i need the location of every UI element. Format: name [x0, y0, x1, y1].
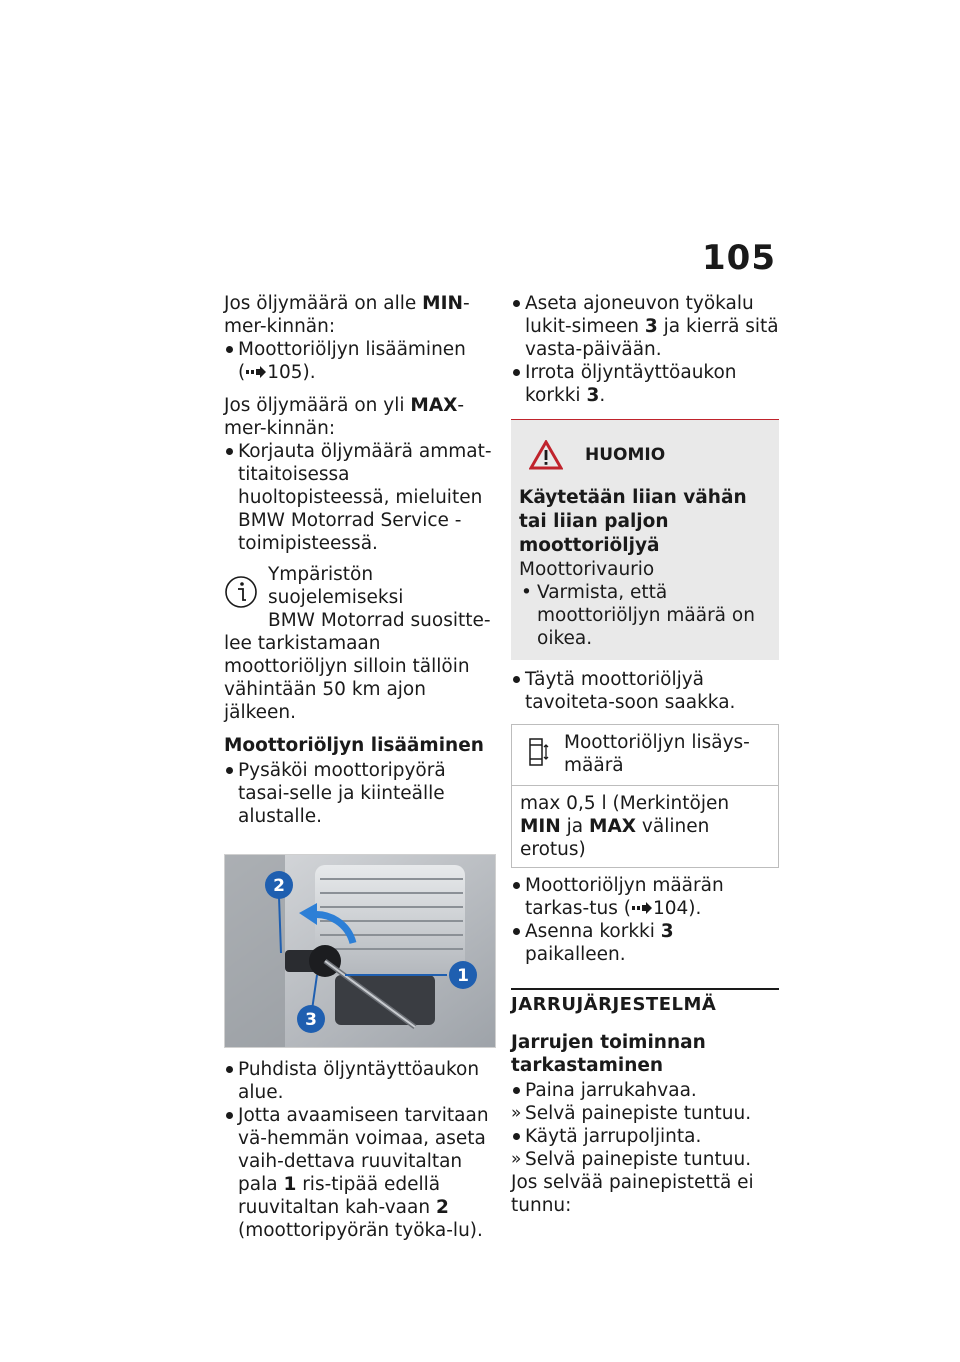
list-item: Moottoriöljyn määrän tarkas-tus ( 104). — [511, 874, 779, 920]
info-icon — [224, 575, 258, 609]
list-item: Korjauta öljymäärä ammat-titaitoisessa huoltopisteessä, mieluiten BMW Motorrad Service -toimipisteessä. — [224, 440, 494, 555]
list-item: Aseta ajoneuvon työkalu lukit-simeen 3 ja kierrä sitä vasta-päivään. — [511, 292, 779, 361]
warning-title: Käytetään liian vähän tai liian paljon moottoriöljyä — [519, 487, 747, 556]
warning-text: Moottorivaurio — [519, 559, 655, 580]
list-item: Moottoriöljyn lisääminen ( 105). — [224, 338, 494, 384]
spec-title: Moottoriöljyn lisäys-määrä — [564, 732, 750, 776]
engine-illustration — [225, 855, 495, 1047]
warning-label: HUOMIO — [585, 445, 666, 465]
subheading-brake-check: Jarrujen toiminnan tarkastaminen — [511, 1032, 706, 1076]
warning-header — [529, 440, 771, 470]
oil-gauge-icon — [528, 737, 550, 767]
paragraph-min: Jos öljymäärä on alle MIN-mer-kinnän: — [224, 293, 470, 337]
figure-label-2: 2 — [273, 876, 285, 896]
list-item: Asenna korkki 3 paikalleen. — [511, 920, 779, 966]
list-item: Käytä jarrupoljinta. — [511, 1125, 779, 1148]
list-item: Paina jarrukahvaa. — [511, 1079, 779, 1102]
page-number: 105 — [702, 238, 776, 278]
right-column — [511, 292, 779, 1223]
result-item: » Selvä painepiste tuntuu. — [511, 1102, 779, 1125]
page-reference-icon — [631, 901, 653, 915]
warning-box — [511, 419, 779, 660]
paragraph-max: Jos öljymäärä on yli MAX-mer-kinnän: — [224, 395, 465, 439]
environment-note: Ympäristön suojelemiseksi BMW Motorrad suositte- lee tarkistamaan moottoriöljyn silloin tällöin vähintään 50 km ajon jälkeen. — [224, 564, 491, 723]
spec-table — [511, 724, 779, 868]
subheading-oil-adding: Moottoriöljyn lisääminen — [224, 735, 484, 756]
engine-figure — [224, 854, 496, 1048]
list-item: Pysäköi moottoripyörä tasai-selle ja kiinteälle alustalle. — [224, 759, 494, 828]
result-item: » Selvä painepiste tuntuu. — [511, 1148, 779, 1171]
list-item: Jotta avaamiseen tarvitaan vä-hemmän voimaa, aseta vaih-dettava ruuvitaltan pala 1 ris-tipää edellä ruuvitaltan kah-vaan 2 (moottoripyörän työka-lu). — [224, 1104, 494, 1242]
list-item: Puhdista öljyntäyttöaukon alue. — [224, 1058, 494, 1104]
paragraph-end: Jos selvää painepistettä ei tunnu: — [511, 1172, 754, 1216]
page-reference-icon — [245, 365, 267, 379]
page-reference[interactable]: 104). — [652, 898, 702, 919]
spec-header — [512, 725, 778, 786]
left-column — [224, 292, 494, 1242]
list-item: Täytä moottoriöljyä tavoiteta-soon saakka. — [511, 668, 779, 714]
page-reference[interactable]: 105). — [267, 362, 316, 383]
figure-label-3: 3 — [305, 1010, 317, 1030]
figure-label-1: 1 — [457, 966, 469, 986]
section-heading-brakes: JARRUJÄRJESTELMÄ — [511, 988, 779, 1015]
warning-triangle-icon — [529, 440, 563, 470]
list-item: Irrota öljyntäyttöaukon korkki 3. — [511, 361, 779, 407]
spec-value: max 0,5 l (Merkintöjen MIN ja MAX välinen erotus) — [520, 793, 730, 860]
warning-list-item: • Varmista, että moottoriöljyn määrä on oikea. — [519, 581, 771, 650]
